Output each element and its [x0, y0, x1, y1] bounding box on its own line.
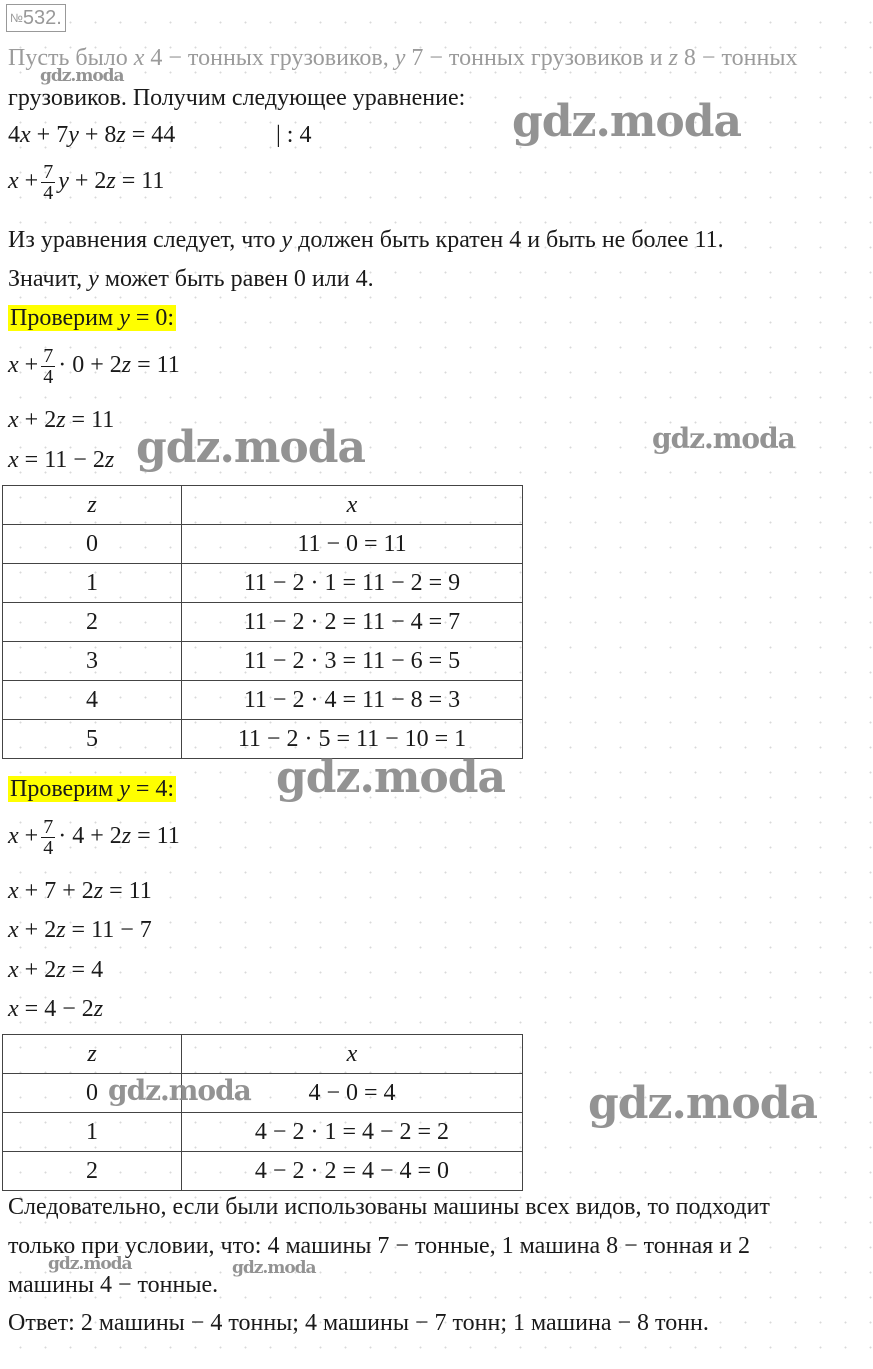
cell-z: 2 [3, 1152, 182, 1191]
table-row [3, 1074, 523, 1113]
table-y0 [2, 485, 523, 759]
check-y4-equation-4: x + 2z = 4 [8, 957, 104, 983]
table-header-row [3, 1035, 523, 1074]
problem-number-badge [6, 4, 66, 32]
table-row [3, 681, 523, 720]
fraction-denominator: 4 [43, 182, 54, 204]
check-y4-label [8, 775, 176, 803]
watermark: gdz.moda [232, 1258, 316, 1278]
equation-2-rhs: y + 2z = 11 [58, 168, 165, 195]
table-row [3, 525, 523, 564]
cell-x: 11 − 2 · 3 = 11 − 6 = 5 [182, 642, 523, 681]
problem-number: 532. [22, 7, 62, 29]
cell-z: 1 [3, 564, 182, 603]
check-y0-equation-1 [8, 346, 180, 387]
check-y4-highlight: Проверим y = 4: [10, 776, 175, 802]
check-y4-equation-2: x + 7 + 2z = 11 [8, 878, 152, 904]
check-y4-equation-3: x + 2z = 11 − 7 [8, 917, 152, 943]
fraction-numerator: 7 [43, 816, 54, 838]
conclusion-line-2: только при условии, что: 4 машины 7 − тонные, 1 машина 8 − тонная и 2 [8, 1233, 751, 1259]
watermark: gdz.moda [48, 1254, 132, 1274]
fraction-denominator: 4 [43, 837, 54, 859]
c2-eq1-rhs: · 4 + 2z = 11 [58, 823, 180, 850]
cell-z: 0 [3, 525, 182, 564]
header-x: x [182, 486, 523, 525]
watermark: gdz.moda [136, 422, 366, 473]
c1-eq1-rhs: · 0 + 2z = 11 [58, 352, 180, 379]
number-sign: № [10, 11, 23, 25]
table-row [3, 642, 523, 681]
table-header-row [3, 486, 523, 525]
header-z: z [3, 486, 182, 525]
conclusion-line-3: машины 4 − тонные. [8, 1272, 219, 1298]
answer-line: Ответ: 2 машины − 4 тонны; 4 машины − 7 тонн; 1 машина − 8 тонн. [8, 1310, 709, 1336]
table-y4 [2, 1034, 523, 1191]
cell-x: 11 − 0 = 11 [182, 525, 523, 564]
c2-eq1-lhs: x + [8, 823, 39, 850]
text-multiplicity: Из уравнения следует, что y должен быть кратен 4 и быть не более 11. [8, 227, 724, 253]
watermark: gdz.moda [276, 752, 506, 803]
cell-z: 5 [3, 720, 182, 759]
check-y0-equation-2: x + 2z = 11 [8, 407, 115, 433]
watermark: gdz.moda [40, 66, 124, 86]
cell-x: 4 − 0 = 4 [182, 1074, 523, 1113]
cell-x: 11 − 2 · 5 = 11 − 10 = 1 [182, 720, 523, 759]
equation-1: 4x + 7y + 8z = 44 [8, 122, 176, 148]
watermark: gdz.moda [108, 1074, 251, 1107]
cell-z: 0 [3, 1074, 182, 1113]
fraction-numerator: 7 [43, 161, 54, 183]
check-y4-equation-5: x = 4 − 2z [8, 996, 104, 1022]
cell-x: 11 − 2 · 2 = 11 − 4 = 7 [182, 603, 523, 642]
watermark: gdz.moda [588, 1078, 818, 1129]
check-y0-label [8, 304, 176, 332]
cell-z: 2 [3, 603, 182, 642]
table-row [3, 1152, 523, 1191]
c1-eq1-lhs: x + [8, 352, 39, 379]
cell-z: 4 [3, 681, 182, 720]
text-possible-y: Значит, y может быть равен 0 или 4. [8, 266, 374, 292]
fraction-7-4 [41, 346, 55, 387]
cell-z: 1 [3, 1113, 182, 1152]
check-y0-highlight: Проверим y = 0: [10, 305, 175, 331]
check-y4-equation-1 [8, 817, 180, 858]
table-row [3, 603, 523, 642]
intro-line-2: грузовиков. Получим следующее уравнение: [8, 85, 466, 111]
conclusion-line-1: Следовательно, если были использованы машины всех видов, то подходит [8, 1194, 770, 1220]
header-z: z [3, 1035, 182, 1074]
cell-x: 11 − 2 · 4 = 11 − 8 = 3 [182, 681, 523, 720]
cell-z: 3 [3, 642, 182, 681]
table-row [3, 564, 523, 603]
fraction-7-4 [41, 162, 55, 203]
cell-x: 4 − 2 · 1 = 4 − 2 = 2 [182, 1113, 523, 1152]
fraction-numerator: 7 [43, 345, 54, 367]
equation-1-divisor: | : 4 [276, 122, 312, 148]
check-y0-equation-3: x = 11 − 2z [8, 447, 115, 473]
equation-2 [8, 162, 164, 203]
equation-2-lhs: x + [8, 168, 39, 195]
watermark: gdz.moda [652, 422, 795, 455]
header-x: x [182, 1035, 523, 1074]
watermark: gdz.moda [512, 96, 742, 147]
fraction-7-4 [41, 817, 55, 858]
intro-line-1: Пусть было x 4 − тонных грузовиков, y 7 − тонных грузовиков и z 8 − тонных [8, 45, 798, 71]
cell-x: 11 − 2 · 1 = 11 − 2 = 9 [182, 564, 523, 603]
cell-x: 4 − 2 · 2 = 4 − 4 = 0 [182, 1152, 523, 1191]
fraction-denominator: 4 [43, 366, 54, 388]
table-row [3, 1113, 523, 1152]
